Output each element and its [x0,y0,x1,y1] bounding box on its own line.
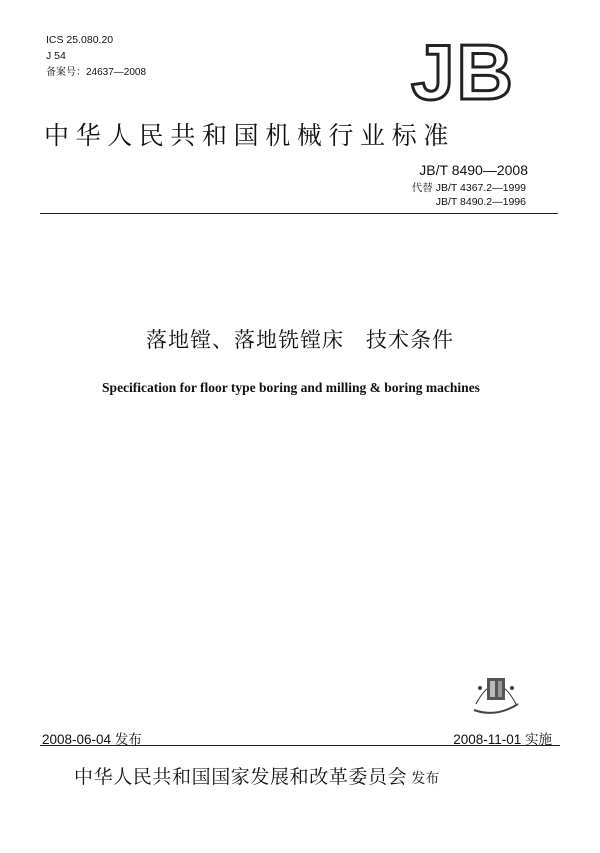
publisher-seal-icon [470,660,522,720]
title-chinese-part2: 技术条件 [366,328,454,352]
implementation-date: 2008-11-01 实施 [453,732,552,747]
replaces-line-2: JB/T 8490.2—1996 [435,196,526,208]
title-english: Specification for floor type boring and milling & boring machines [102,380,480,395]
issuer-name: 中华人民共和国国家发展和改革委员会 [74,766,408,788]
ics-code: ICS 25.080.20 [46,34,114,46]
jb-logo-letters: JB [411,38,515,104]
bottom-divider [40,745,560,746]
record-number: 备案号：24637—2008 [46,67,147,78]
replaces-line-1: 代替 JB/T 4367.2—1999 [411,182,526,194]
top-divider [40,213,558,214]
org-title: 中华人民共和国机械行业标准 [44,121,455,150]
issuer-suffix: 发布 [411,771,440,787]
title-chinese [0,324,600,354]
standard-number: JB/T 8490—2008 [419,162,528,178]
title-chinese-part1: 落地镗、落地铣镗床 [146,328,344,352]
jb-logo [398,38,528,104]
issuer [74,762,439,789]
issue-date: 2008-06-04 发布 [42,732,142,747]
classification-code: J 54 [46,50,66,62]
